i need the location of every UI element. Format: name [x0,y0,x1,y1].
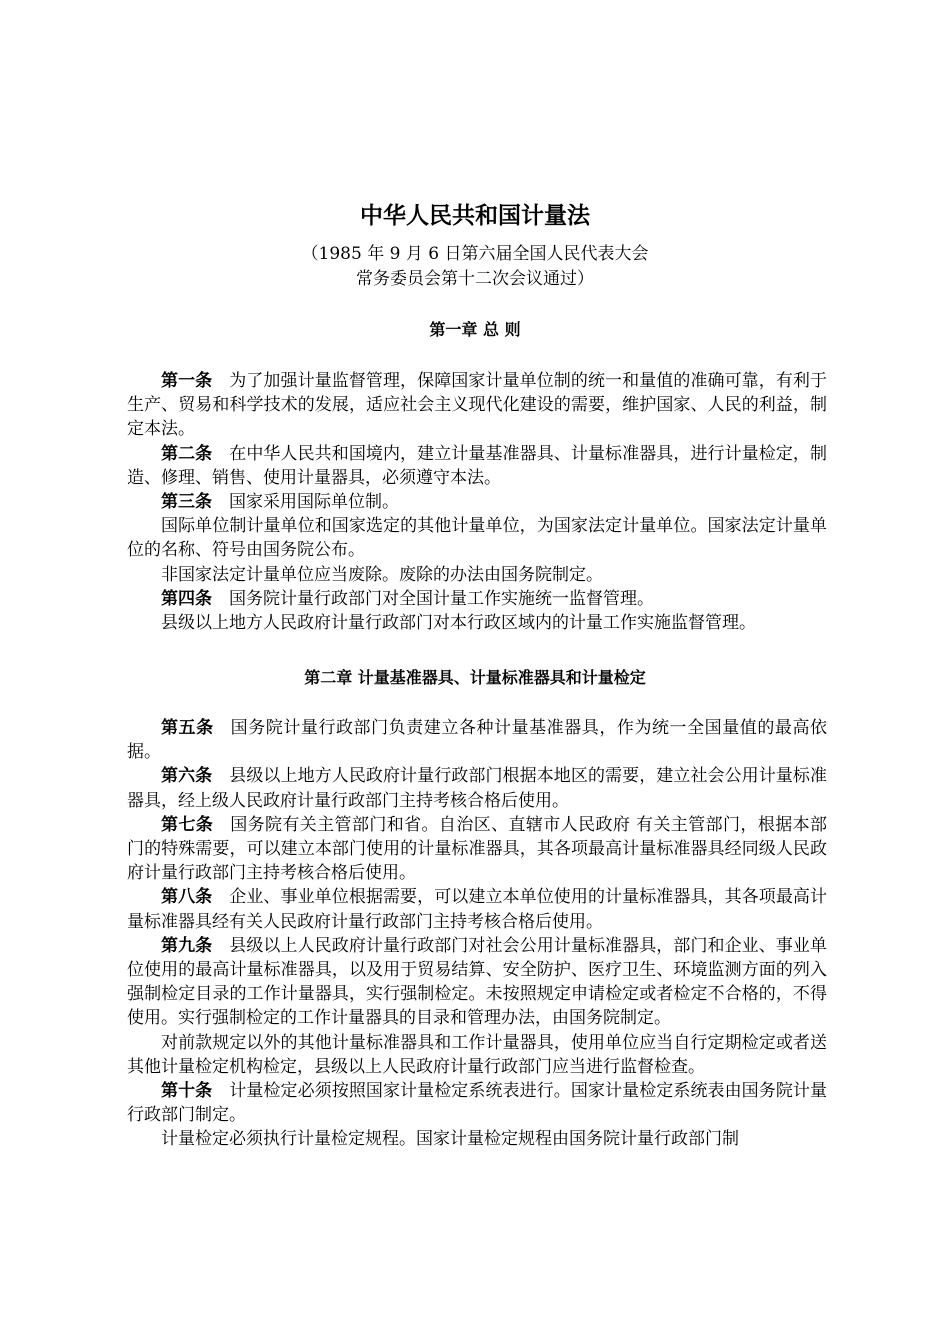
article-text: 在中华人民共和国境内，建立计量基准器具、计量标准器具，进行计量检定，制造、修理、销售、使用计量器具，必须遵守本法。 [127,443,828,488]
article-number: 第三条 [161,492,212,513]
article-text: 非国家法定计量单位应当废除。废除的办法由国务院制定。 [161,564,603,585]
article-number: 第十条 [161,1081,213,1102]
article-paragraph [127,1031,827,1079]
document-title: 中华人民共和国计量法 [360,203,590,229]
article-number: 第五条 [161,718,214,738]
article-paragraph [127,563,827,587]
article-number: 第九条 [161,935,213,956]
subtitle-line-2: 常务委员会第十二次会议通过） [356,269,594,289]
chapter-2-body [127,716,827,1152]
article-text: 为了加强计量监督管理，保障国家计量单位制的统一和量值的准确可靠，有利于生产、贸易和科学技术的发展，适应社会主义现代化建设的需要，维护国家、人民的利益，制定本法。 [127,371,828,440]
article-paragraph [127,490,827,514]
chapter-1-body [127,369,827,635]
article-text: 县级以上地方人民政府计量行政部门对本行政区域内的计量工作实施监督管理。 [161,613,756,634]
document-subtitle [0,242,950,292]
article-paragraph [127,1127,827,1151]
article-paragraph [127,611,827,635]
article-number: 第四条 [161,588,212,609]
article-paragraph [127,885,827,933]
article-text: 国际单位制计量单位和国家选定的其他计量单位，为国家法定计量单位。国家法定计量单位的名称、符号由国务院公布。 [127,516,827,561]
article-paragraph [127,442,827,490]
article-text: 县级以上人民政府计量行政部门对社会公用计量标准器具，部门和企业、事业单位使用的最高计量标准器具，以及用于贸易结算、安全防护、医疗卫生、环境监测方面的列入强制检定目录的工作计量器具，实行强制检定。未按照规定申请检定或者检定不合格的，不得使用。实行强制检定的工作计量器具的目录和管理办法，由国务院制定。 [127,935,828,1029]
article-text: 企业、事业单位根据需要，可以建立本单位使用的计量标准器具，其各项最高计量标准器具经有关人民政府计量行政部门主持考核合格后使用。 [127,887,828,932]
article-text: 国家采用国际单位制。 [229,492,399,513]
article-text: 对前款规定以外的其他计量标准器具和工作计量器具，使用单位应当自行定期检定或者送其他计量检定机构检定，县级以上人民政府计量行政部门应当进行监督检查。 [127,1032,827,1077]
article-paragraph [127,934,827,1031]
article-paragraph [127,813,827,886]
chapter-2-heading: 第二章 计量基准器具、计量标准器具和计量检定 [304,668,646,687]
article-paragraph [127,716,827,764]
article-text: 国务院有关主管部门和省。自治区、直辖市人民政府 有关主管部门，根据本部门的特殊需要，可以建立本部门使用的计量标准器具，其各项最高计量标准器具经同级人民政府计量行政部门主持考核合格后使用。 [127,814,828,884]
article-paragraph [127,514,827,562]
article-paragraph [127,764,827,812]
article-paragraph [127,369,827,442]
chapter-1-heading: 第一章 总 则 [429,320,521,339]
subtitle-line-1: （1985 年 9 月 6 日第六届全国人民代表大会 [301,244,649,264]
article-text: 县级以上地方人民政府计量行政部门根据本地区的需要，建立社会公用计量标准器具，经上级人民政府计量行政部门主持考核合格后使用。 [127,766,828,811]
article-text: 国务院计量行政部门对全国计量工作实施统一监督管理。 [229,588,654,609]
article-paragraph [127,1079,827,1127]
article-text: 计量检定必须执行计量检定规程。国家计量检定规程由国务院计量行政部门制 [161,1129,739,1150]
article-number: 第六条 [161,766,213,787]
article-number: 第八条 [161,887,213,908]
article-paragraph [127,587,827,611]
article-number: 第二条 [161,443,213,464]
article-number: 第一条 [161,371,213,391]
article-text: 国务院计量行政部门负责建立各种计量基准器具，作为统一全国量值的最高依据。 [127,718,828,763]
article-text: 计量检定必须按照国家计量检定系统表进行。国家计量检定系统表由国务院计量行政部门制定。 [127,1081,828,1126]
article-number: 第七条 [161,814,214,835]
